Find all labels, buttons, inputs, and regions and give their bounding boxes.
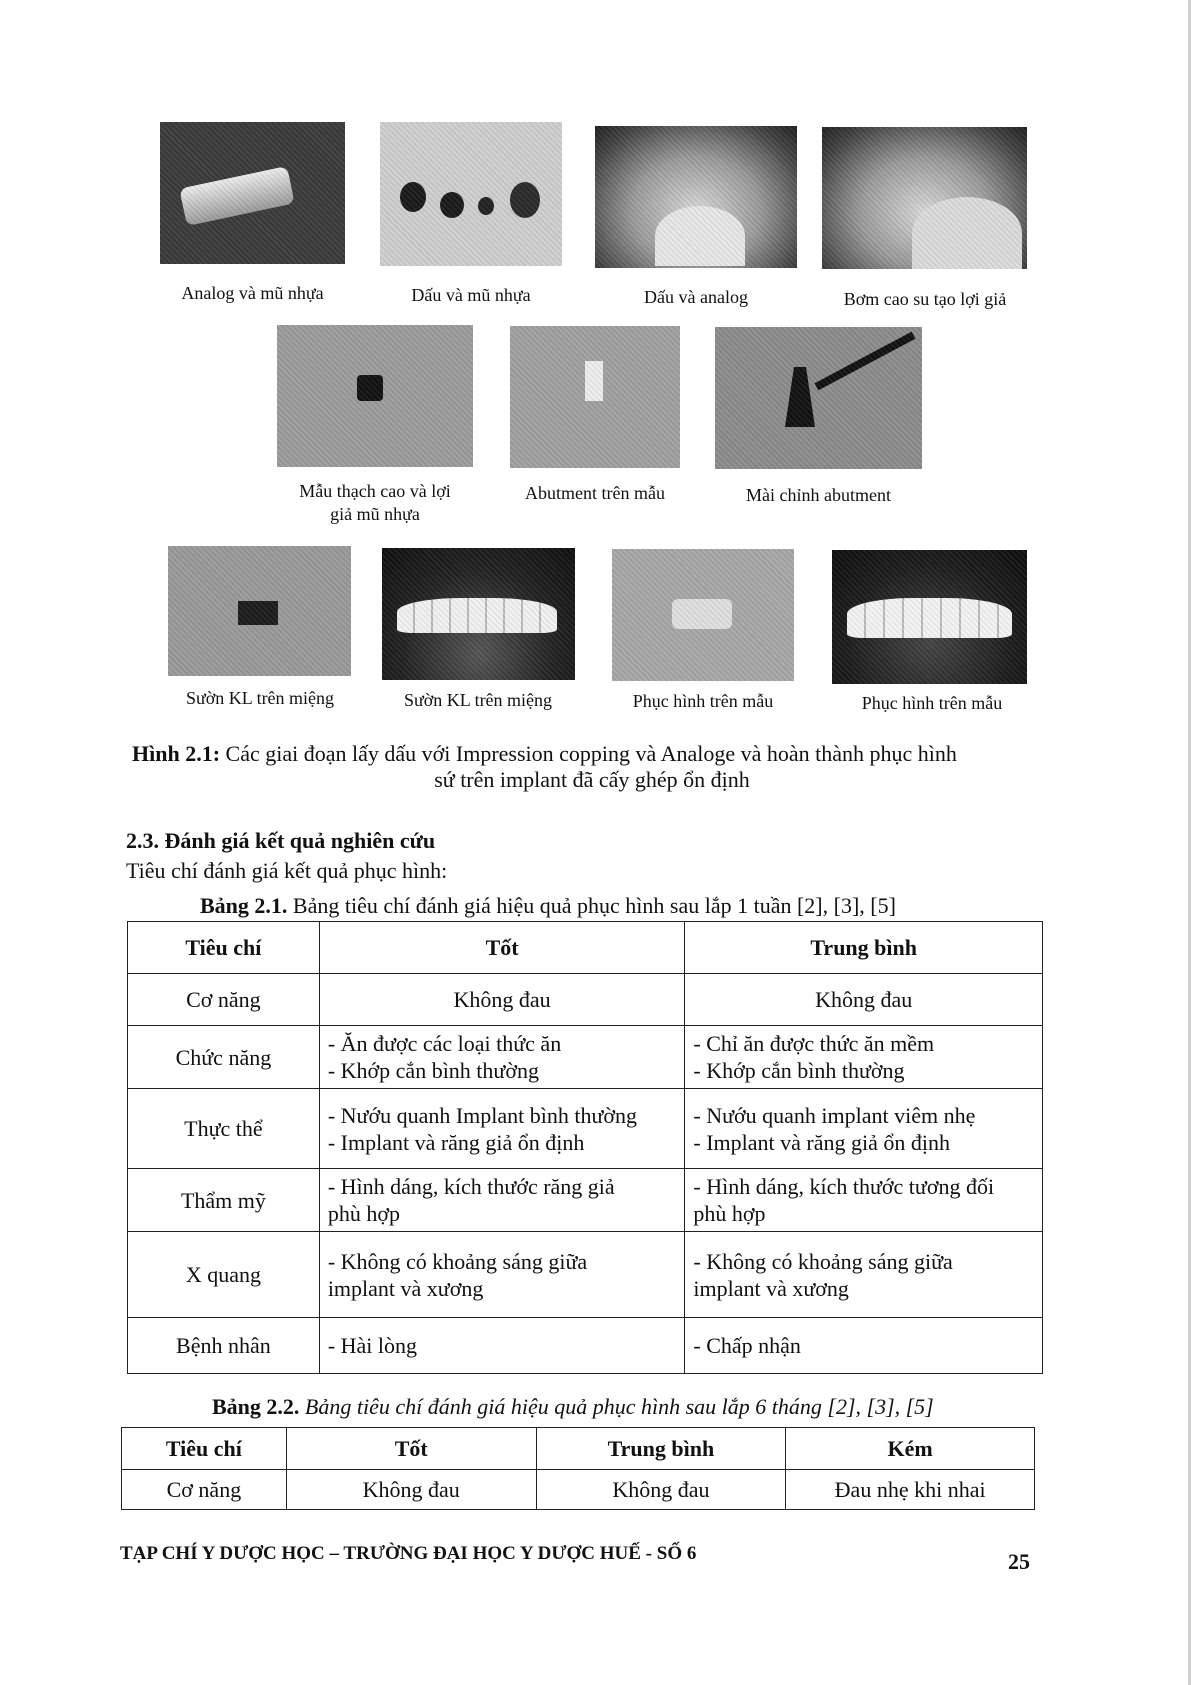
table-row [128, 1318, 1043, 1374]
photo-restoration-model-2 [832, 550, 1027, 684]
table-row [128, 1232, 1043, 1318]
page-number: 25 [1008, 1549, 1030, 1574]
table-1-week-criteria [127, 921, 1043, 1374]
photo-abutment-grinding [715, 327, 922, 469]
figure-caption: Hình 2.1: Các giai đoạn lấy dấu với Impression copping và Analoge và hoàn thành phục hình sứ trên implant đã cấy ghép ổn định [132, 741, 957, 792]
caption-photo-11: Phục hình trên mẫu [861, 693, 1003, 713]
figure-label: Hình 2.1: [132, 741, 221, 766]
caption-photo-2: Dấu và mũ nhựa [411, 285, 531, 305]
table-cell: Bệnh nhân [128, 1318, 320, 1374]
table2-header-criterion: Tiêu chí [122, 1428, 287, 1470]
table-cell: Cơ năng [128, 974, 320, 1026]
photo-restoration-model-1 [612, 549, 794, 681]
caption-photo-8: Sườn KL trên miệng [185, 688, 335, 708]
table2-header-good: Tốt [286, 1428, 536, 1470]
table-cell: Cơ năng [122, 1470, 287, 1510]
caption-photo-6: Abutment trên mẫu [525, 483, 665, 503]
photo-plaster-model [277, 325, 473, 467]
caption-photo-10: Phục hình trên mẫu [632, 691, 774, 711]
table-cell: Thực thể [128, 1089, 320, 1169]
table-row [128, 1026, 1043, 1089]
table1-header-criterion: Tiêu chí [128, 922, 320, 974]
table-cell: - Hình dáng, kích thước tương đối phù hợp [685, 1169, 1043, 1232]
photo-metal-frame-1 [168, 546, 351, 676]
table-cell: - Hình dáng, kích thước răng giả phù hợp [319, 1169, 685, 1232]
caption-photo-4: Bơm cao su tạo lợi giả [843, 289, 1007, 309]
table-cell: - Chấp nhận [685, 1318, 1043, 1374]
table-cell: - Nướu quanh Implant bình thường - Implant và răng giả ổn định [319, 1089, 685, 1169]
table-cell: Không đau [286, 1470, 536, 1510]
caption-photo-5: Mẫu thạch cao và lợi giả mũ nhựa [299, 481, 451, 524]
table-row [128, 1089, 1043, 1169]
table-cell: - Không có khoảng sáng giữa implant và xương [685, 1232, 1043, 1318]
table1-header-average: Trung bình [685, 922, 1043, 974]
table-cell: X quang [128, 1232, 320, 1318]
caption-photo-1: Analog và mũ nhựa [181, 283, 324, 303]
table-cell: - Ăn được các loại thức ăn - Khớp cắn bình thường [319, 1026, 685, 1089]
table-6-month-criteria [121, 1427, 1035, 1510]
table1-caption: Bảng 2.1. Bảng tiêu chí đánh giá hiệu quả phục hình sau lắp 1 tuần [2], [3], [5] [200, 893, 896, 918]
journal-footer: TẠP CHÍ Y DƯỢC HỌC – TRƯỜNG ĐẠI HỌC Y DƯỢC HUẾ - SỐ 6 [120, 1543, 697, 1564]
table-cell: - Hài lòng [319, 1318, 685, 1374]
table-cell: - Không có khoảng sáng giữa implant và xương [319, 1232, 685, 1318]
table-cell: Không đau [319, 974, 685, 1026]
photo-abutment-model [510, 326, 680, 468]
table2-header-average: Trung bình [536, 1428, 786, 1470]
section-intro: Tiêu chí đánh giá kết quả phục hình: [126, 858, 448, 883]
caption-photo-7: Mài chỉnh abutment [746, 485, 891, 505]
caption-photo-9: Sườn KL trên miệng [403, 690, 553, 710]
photo-impression-analog [595, 126, 797, 268]
table2-caption: Bảng 2.2. Bảng tiêu chí đánh giá hiệu quả phục hình sau lắp 6 tháng [2], [3], [5] [212, 1394, 934, 1419]
table1-header-good: Tốt [319, 922, 685, 974]
caption-photo-3: Dấu và analog [644, 287, 748, 307]
table-cell: Không đau [536, 1470, 786, 1510]
table2-header-poor: Kém [786, 1428, 1035, 1470]
photo-analog-cap [160, 122, 345, 264]
table-cell: Không đau [685, 974, 1043, 1026]
photo-impression-cap [380, 122, 562, 266]
table-cell: - Chỉ ăn được thức ăn mềm - Khớp cắn bình thường [685, 1026, 1043, 1089]
table-cell: Thẩm mỹ [128, 1169, 320, 1232]
table-row [128, 974, 1043, 1026]
section-heading: 2.3. Đánh giá kết quả nghiên cứu [126, 828, 436, 853]
photo-metal-frame-2 [382, 548, 575, 680]
table-cell: Đau nhẹ khi nhai [786, 1470, 1035, 1510]
table-row [128, 1169, 1043, 1232]
photo-rubber-injection [822, 127, 1027, 269]
table-cell: - Nướu quanh implant viêm nhẹ - Implant và răng giả ổn định [685, 1089, 1043, 1169]
table-row [122, 1470, 1035, 1510]
table-cell: Chức năng [128, 1026, 320, 1089]
